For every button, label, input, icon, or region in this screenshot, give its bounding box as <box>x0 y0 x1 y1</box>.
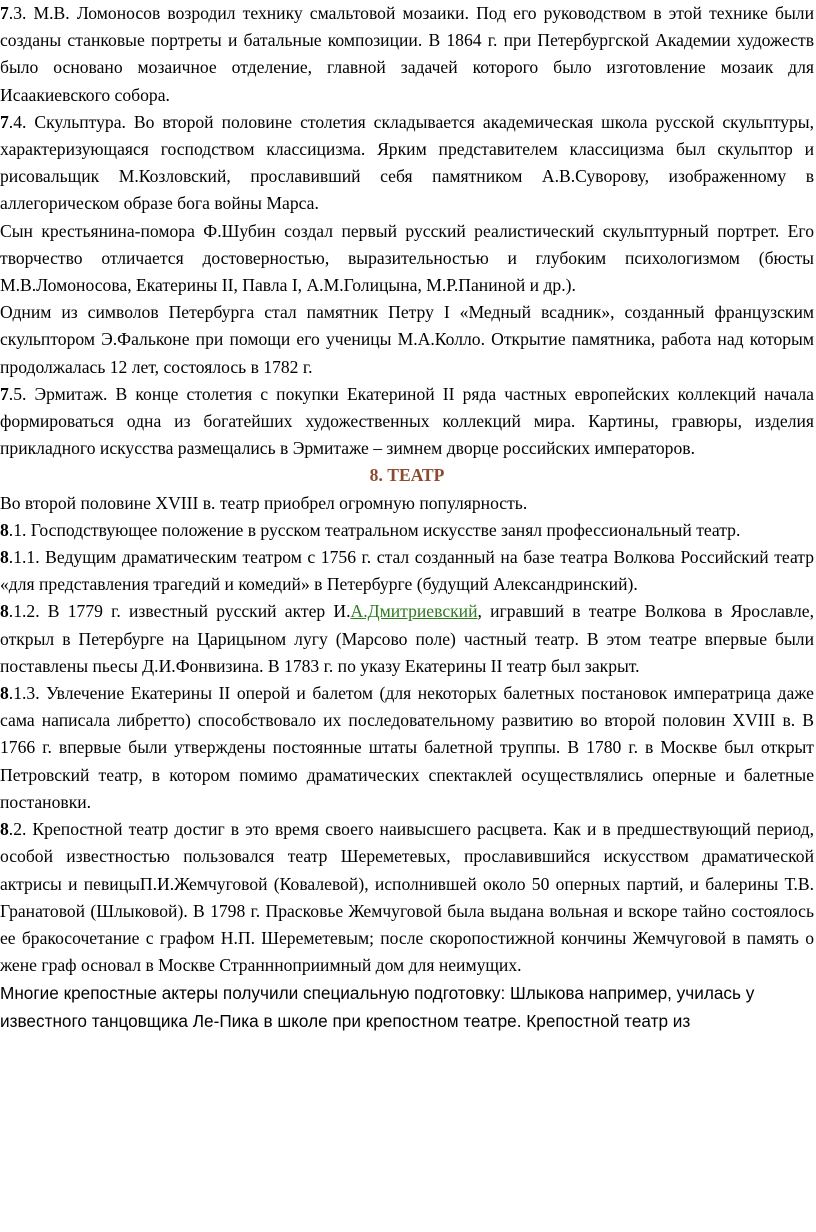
paragraph-7-4 <box>0 109 814 218</box>
section-number: 7 <box>0 3 9 23</box>
paragraph-7-3 <box>0 0 814 109</box>
paragraph-shubin <box>0 218 814 300</box>
paragraph-bronze-horseman <box>0 299 814 381</box>
paragraph-text: .3. М.В. Ломоносов возродил технику смальтовой мозаики. Под его руководством в этой технике были созданы станковые портреты и батальные композиции. В 1864 г. при Петербургской Академии художеств было основано мозаичное отделение, главной задачей которого было изготовление мозаик для Исаакиевского собора. <box>0 3 814 105</box>
paragraph-intro <box>0 490 814 517</box>
section-number: 8 <box>0 819 9 840</box>
paragraph-text: .1. Господствующее положение в русском театральном искусстве занял профессиональный театр. <box>8 519 741 540</box>
section-number: 8 <box>0 547 9 568</box>
paragraph-text: .4. Скульптура. Во второй половине столетия складывается академическая школа русской скульптуры, характеризующаяся господством классицизма. Ярким представителем классицизма был скульптор и рисовальщик М.Козловский, прославивший себя памятником А.В.Суворову, изображенному в аллегорическом образе бога войны Марса. <box>0 111 814 214</box>
paragraph-text: Сын крестьянина-помора Ф.Шубин создал первый русский реалистический скульптурный портрет. Его творчество отличается достоверностью, выразительностью и глубоким психологизмом (бюсты М.В.Ломоносова, Екатерины II, Павла I, А.М.Голицына, М.Р.Паниной и др.). <box>0 220 814 296</box>
section-heading: 8. ТЕАТР <box>369 465 445 486</box>
paragraph-8-1 <box>0 517 814 544</box>
section-number: 8 <box>0 683 9 704</box>
paragraph-text: Многие крепостные актеры получили специальную подготовку: Шлыкова например, училась у известного танцовщика Ле-Пика в школе при крепостном театре. Крепостной театр из <box>0 983 755 1031</box>
dmitrievsky-link[interactable]: А.Дмитриевский <box>350 601 478 622</box>
paragraph-text: .2. Крепостной театр достиг в это время своего наивысшего расцвета. Как и в предшествующий период, особой известностью пользовался театр Шереметевых, прославившийся искусством драматической актрисы и певицыП.И.Жемчуговой (Ковалевой), исполнившей около 50 оперных партий, и балерины Т.В. Гранатовой (Шлыковой). В 1798 г. Прасковье Жемчуговой была выдана вольная и вскоре тайно состоялось ее бракосочетание с графом Н.П. Шереметевым; после скоропостижной кончины Жемчуговой в память о жене граф основал в Москве Страннноприимный дом для неимущих. <box>0 819 814 976</box>
paragraph-text: .1.3. Увлечение Екатерины II оперой и балетом (для некоторых балетных постановок императрица даже сама написала либретто) способствовало их последовательному развитию во второй половин XVIII в. В 1766 г. впервые были утверждены постоянные штаты балетной труппы. В 1780 г. в Москве был открыт Петровский театр, в котором помимо драматических спектаклей осуществлялись оперные и балетные постановки. <box>0 683 814 812</box>
paragraph-text: .1.2. В 1779 г. известный русский актер И. <box>8 601 351 622</box>
paragraph-7-5 <box>0 381 814 463</box>
paragraph-text: .1.1. Ведущим драматическим театром с 1756 г. стал созданный на базе театра Волкова Российский театр «для представления трагедий и комедий» в Петербурге (будущий Александринский). <box>0 547 814 595</box>
section-number: 8 <box>0 519 9 540</box>
section-number: 7 <box>0 111 9 132</box>
section-number: 7 <box>0 383 9 404</box>
paragraph-text: .5. Эрмитаж. В конце столетия с покупки Екатериной II ряда частных европейских коллекций начала формироваться одна из богатейших художественных коллекций мира. Картины, гравюры, изделия прикладного искусства размещались в Эрмитаже – зимнем дворце российских императоров. <box>0 383 814 459</box>
paragraph-8-1-1 <box>0 544 814 598</box>
paragraph-text: , игравший в театре Волкова в Ярославле, открыл в Петербурге на Царицыном лугу (Марсово поле) частный театр. В этом театре впервые были поставлены пьесы Д.И.Фонвизина. В 1783 г. по указу Екатерины II театр был закрыт. <box>0 601 814 676</box>
section-number: 8 <box>0 601 9 622</box>
paragraph-tail <box>0 980 814 1035</box>
paragraph-8-1-3 <box>0 680 814 816</box>
paragraph-text: Во второй половине XVIII в. театр приобрел огромную популярность. <box>0 492 528 513</box>
paragraph-8-2 <box>0 816 814 979</box>
paragraph-text: Одним из символов Петербурга стал памятник Петру I «Медный всадник», созданный французским скульптором Э.Фальконе при помощи его ученицы М.А.Колло. Открытие памятника, работа над которым продолжалась 12 лет, состоялось в 1782 г. <box>0 302 814 377</box>
paragraph-8-1-2 <box>0 598 814 680</box>
